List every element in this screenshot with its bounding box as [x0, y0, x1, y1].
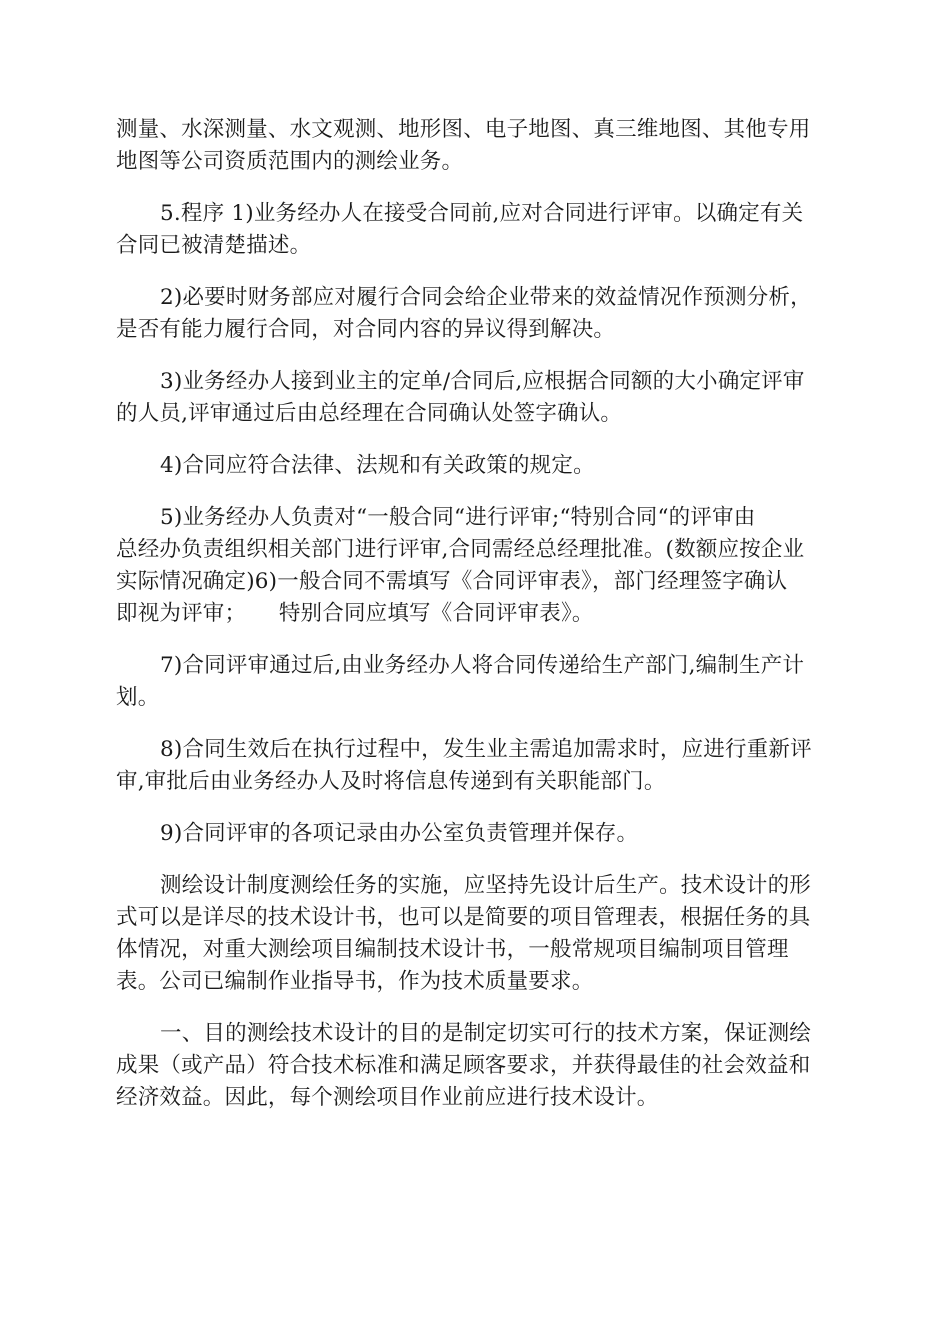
text-line: 体情况，对重大测绘项目编制技术设计书，一般常规项目编制项目管理 [116, 937, 789, 962]
paragraph [116, 650, 836, 714]
text-line: 表。公司已编制作业指导书，作为技术质量要求。 [116, 969, 594, 994]
text-line: 是否有能力履行合同，对合同内容的异议得到解决。 [116, 317, 616, 342]
text-line: 总经办负责组织相关部门进行评审,合同需经总经理批准。(数额应按企业 [116, 537, 805, 562]
text-line: 成果（或产品）符合技术标准和满足顾客要求，并获得最佳的社会效益和 [116, 1053, 811, 1078]
text-line: 测量、水深测量、水文观测、地形图、电子地图、真三维地图、其他专用 [116, 117, 811, 142]
text-line: 经济效益。因此，每个测绘项目作业前应进行技术设计。 [116, 1085, 659, 1110]
text-line: 7)合同评审通过后,由业务经办人将合同传递给生产部门,编制生产计 [160, 653, 805, 678]
paragraph [116, 366, 836, 430]
text-line: 划。 [116, 685, 160, 710]
text-line: 合同已被清楚描述。 [116, 233, 312, 258]
text-line: 实际情况确定)6)一般合同不需填写《合同评审表》，部门经理签字确认 [116, 569, 788, 594]
paragraph [116, 818, 836, 850]
text-line: 一、目的测绘技术设计的目的是制定切实可行的技术方案，保证测绘 [160, 1021, 812, 1046]
paragraph [116, 502, 836, 630]
text-line: 5)业务经办人负责对“一般合同“进行评审;“特别合同“的评审由 [160, 505, 756, 530]
text-line: 2)必要时财务部应对履行合同会给企业带来的效益情况作预测分析， [160, 285, 812, 310]
document-body [116, 114, 836, 1134]
text-line: 9)合同评审的各项记录由办公室负责管理并保存。 [160, 821, 639, 846]
text-line: 即视为评审； 特别合同应填写《合同评审表》。 [116, 601, 594, 626]
paragraph [116, 282, 836, 346]
paragraph [116, 114, 836, 178]
text-line: 4)合同应符合法律、法规和有关政策的规定。 [160, 453, 595, 478]
text-line: 3)业务经办人接到业主的定单/合同后,应根据合同额的大小确定评审 [160, 369, 805, 394]
paragraph [116, 1018, 836, 1114]
text-line: 8)合同生效后在执行过程中，发生业主需追加需求时，应进行重新评 [160, 737, 812, 762]
text-line: 地图等公司资质范围内的测绘业务。 [116, 149, 464, 174]
text-line: 5.程序 1)业务经办人在接受合同前,应对合同进行评审。以确定有关 [160, 201, 804, 226]
paragraph [116, 870, 836, 998]
text-line: 审,审批后由业务经办人及时将信息传递到有关职能部门。 [116, 769, 666, 794]
paragraph [116, 734, 836, 798]
text-line: 的人员,评审通过后由总经理在合同确认处签字确认。 [116, 401, 623, 426]
text-line: 测绘设计制度测绘任务的实施，应坚持先设计后生产。技术设计的形 [160, 873, 812, 898]
paragraph [116, 198, 836, 262]
paragraph [116, 450, 836, 482]
text-line: 式可以是详尽的技术设计书，也可以是简要的项目管理表，根据任务的具 [116, 905, 811, 930]
